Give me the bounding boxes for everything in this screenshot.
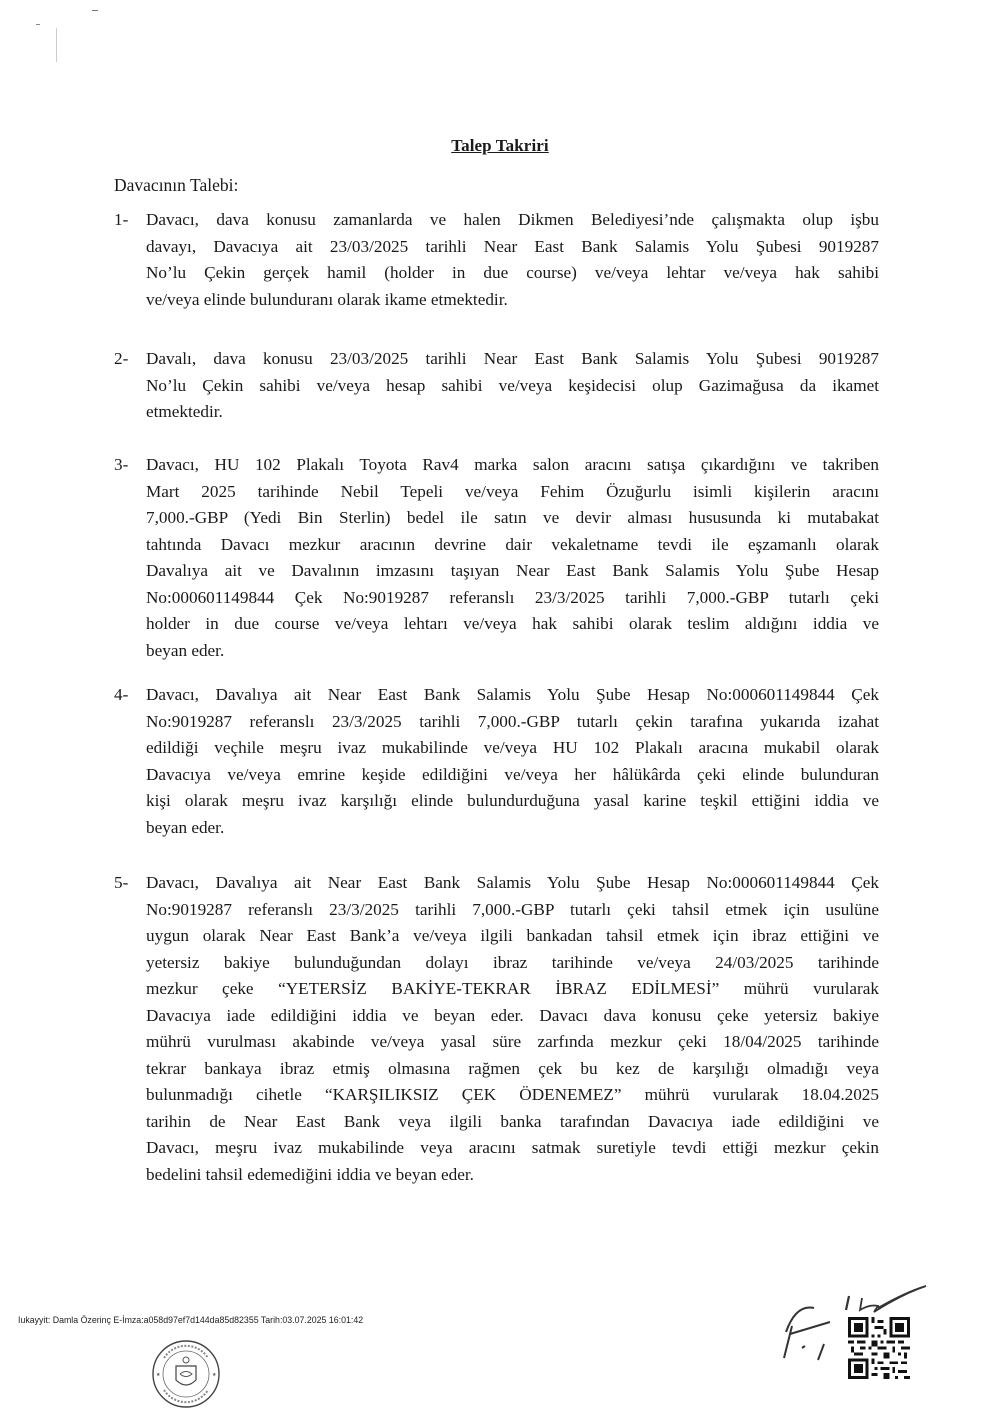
- text-line: mezkur çeke “YETERSİZ BAKİYE-TEKRAR İBRAZ EDİLMESİ” mührü vurularak: [146, 979, 879, 998]
- text-line: davayı, Davacıya ait 23/03/2025 tarihli Near East Bank Salamis Yolu Şubesi 9019287: [146, 236, 879, 256]
- item-number: 5-: [114, 873, 129, 892]
- text-line: No:9019287 referanslı 23/3/2025 tarihli 7,000.-GBP tutarlı çeki tahsil etmek için usulüne: [146, 899, 879, 919]
- text-line: bulunmadığı cihetle “KARŞILIKSIZ ÇEK ÖDENEMEZ” mührü vurularak 18.04.2025: [146, 1085, 879, 1104]
- text-line: Davalı, dava konusu 23/03/2025 tarihli Near East Bank Salamis Yolu Şubesi 9019287: [146, 349, 879, 368]
- scan-artifact: [36, 24, 40, 25]
- text-line: beyan eder.: [146, 640, 225, 660]
- text-line: 7,000.-GBP (Yedi Bin Sterlin) bedel ile satın ve devir alması hususunda ki mutabakat: [146, 508, 879, 527]
- text-line: No:000601149844 Çek No:9019287 referanslı 23/3/2025 tarihli 7,000.-GBP tutarlı çeki: [146, 587, 879, 607]
- item-text: [146, 346, 879, 426]
- item-text: [146, 207, 879, 313]
- text-line: ve/veya elinde bulunduranı olarak ikame etmektedir.: [146, 289, 508, 309]
- item-number: 1-: [114, 210, 129, 229]
- item-number: 2-: [114, 349, 129, 368]
- text-line: tarihin de Near East Bank veya ilgili banka tarafından Davacıya iade edildiğini ve: [146, 1111, 879, 1131]
- text-line: kişi olarak meşru ivaz karşılığı elinde bulundurduğuna yasal karine teşkil ettiğini iddia ve: [146, 791, 879, 810]
- text-line: beyan eder.: [146, 817, 225, 837]
- item-text: [146, 682, 879, 841]
- text-line: holder in due course ve/veya lehtarı ve/veya hak sahibi olarak teslim aldığını iddia ve: [146, 614, 879, 633]
- scan-artifact: [56, 28, 57, 62]
- text-line: edildiği veçhile meşru ivaz mukabilinde ve/veya HU 102 Plakalı aracına mukabil olarak: [146, 738, 879, 757]
- svg-text:★: ★: [156, 1373, 161, 1378]
- court-seal-icon: [150, 1338, 222, 1410]
- text-line: uygun olarak Near East Bank’a ve/veya ilgili bankadan tahsil etmek için ibraz ettiğini ve: [146, 926, 879, 945]
- e-signature-certification: Iukayyit: Damla Özerinç E-İmza:a058d97ef7d144da85d82355 Tarih:03.07.2025 16:01:42: [18, 1315, 364, 1325]
- text-line: tekrar bankaya ibraz etmiş olmasına rağmen çek bu kez de karşılığı olmadığı veya: [146, 1058, 879, 1078]
- qr-code-icon: [848, 1317, 910, 1379]
- claim-item: [114, 452, 879, 664]
- claim-item: [114, 682, 879, 841]
- text-line: Davacı, Davalıya ait Near East Bank Salamis Yolu Şube Hesap No:000601149844 Çek: [146, 685, 879, 704]
- text-line: Mart 2025 tarihinde Nebil Tepeli ve/veya Fehim Özuğurlu isimli kişilerin aracını: [146, 481, 879, 501]
- text-line: yetersiz bakiye bulunduğundan dolayı ibraz tarihinde ve/veya 24/03/2025 tarihinde: [146, 952, 879, 972]
- text-line: bedelini tahsil edemediğini iddia ve beyan eder.: [146, 1164, 474, 1184]
- text-line: Davacıya ve/veya emrine keşide edildiğini ve/veya her hâlükârda çeki elinde bulunduran: [146, 764, 879, 784]
- claim-item: [114, 346, 879, 426]
- item-number: 4-: [114, 685, 129, 704]
- text-line: No’lu Çekin gerçek hamil (holder in due course) ve/veya lehtar ve/veya hak sahibi: [146, 263, 879, 282]
- item-text: [146, 452, 879, 664]
- text-line: mührü vurulması akabinde ve/veya yasal süre zarfında mezkur çeki 18/04/2025 tarihinde: [146, 1032, 879, 1051]
- text-line: No:9019287 referanslı 23/3/2025 tarihli 7,000.-GBP tutarlı çekin tarafına yukarıda izahat: [146, 711, 879, 731]
- claim-item: [114, 870, 879, 1188]
- item-text: [146, 870, 879, 1188]
- text-line: etmektedir.: [146, 402, 223, 421]
- text-line: Davacı, HU 102 Plakalı Toyota Rav4 marka salon aracını satışa çıkardığını ve takriben: [146, 455, 879, 474]
- text-line: tahtında Davacı mezkur aracının devrine dair vekaletname tevdi ile eşzamanlı olarak: [146, 534, 879, 554]
- scan-artifact: [92, 10, 98, 11]
- item-number: 3-: [114, 455, 129, 474]
- text-line: Davalıya ait ve Davalının imzasını taşıyan Near East Bank Salamis Yolu Şube Hesap: [146, 561, 879, 580]
- text-line: No’lu Çekin sahibi ve/veya hesap sahibi ve/veya keşidecisi olup Gazimağusa da ikamet: [146, 375, 879, 395]
- text-line: Davacı, dava konusu zamanlarda ve halen Dikmen Belediyesi’nde çalışmakta olup işbu: [146, 210, 879, 229]
- document-subtitle: Davacının Talebi:: [114, 175, 239, 195]
- text-line: Davacı, meşru ivaz mukabilinde veya aracını satmak suretiyle tevdi ettiği mezkur çekin: [146, 1138, 879, 1157]
- text-line: Davacıya iade edildiğini iddia ve beyan eder. Davacı dava konusu çeke yetersiz bakiye: [146, 1005, 879, 1025]
- svg-text:★: ★: [212, 1373, 217, 1378]
- text-line: Davacı, Davalıya ait Near East Bank Salamis Yolu Şube Hesap No:000601149844 Çek: [146, 873, 879, 892]
- claim-item: [114, 207, 879, 313]
- document-title: Talep Takriri: [451, 136, 549, 155]
